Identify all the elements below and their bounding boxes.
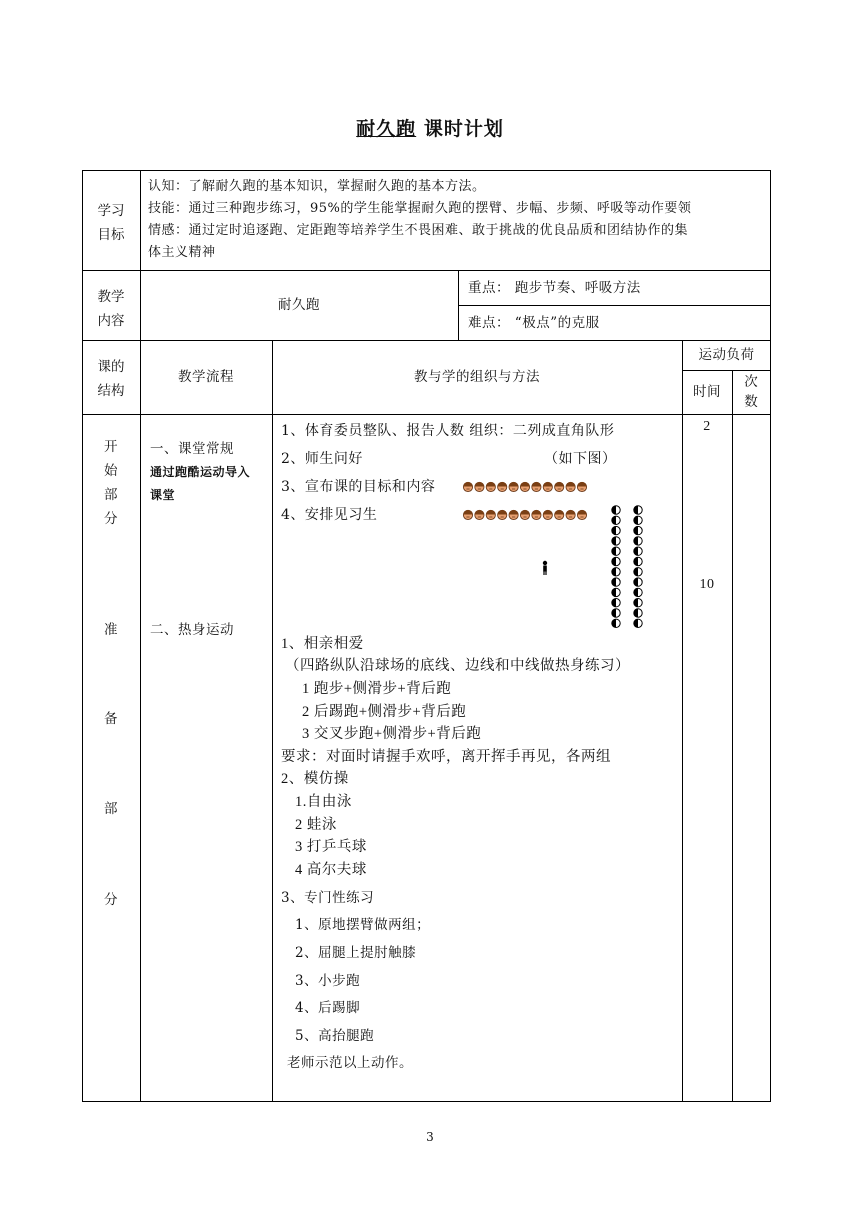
student-column-1 <box>612 506 620 628</box>
student-icon <box>486 482 495 492</box>
student-column-2 <box>634 506 642 628</box>
student-icon <box>532 482 541 492</box>
page-number: 3 <box>426 1130 434 1144</box>
objective-affect-cont: 体主义精神 <box>148 245 216 260</box>
load-header: 运动负荷 <box>698 347 755 363</box>
student-icon <box>498 482 507 492</box>
student-icon <box>634 516 642 524</box>
student-icon <box>475 482 484 492</box>
flow-header: 教学流程 <box>178 369 234 385</box>
student-icon <box>577 510 586 520</box>
student-icon <box>612 516 620 524</box>
title-rest: 课时计划 <box>423 118 504 140</box>
student-icon <box>475 510 484 520</box>
diagram-note: （如下图） <box>544 451 617 467</box>
flow-item-routine-sub-1: 通过跑酷运动导入 <box>150 465 251 479</box>
student-icon <box>577 482 586 492</box>
objective-skill: 技能：通过三种跑步练习，95%的学生能掌握耐久跑的摆臂、步幅、步频、呼吸等动作要领 <box>148 201 692 216</box>
count-header: 次 数 <box>744 374 758 410</box>
time-value-prep: 10 <box>699 577 715 592</box>
flow-item-routine: 一、课堂常规 <box>150 441 234 457</box>
student-icon <box>612 609 620 617</box>
structure-header: 课的 结构 <box>97 359 125 399</box>
student-icon <box>555 482 564 492</box>
objectives-label: 学习 目标 <box>97 203 125 243</box>
student-icon <box>634 578 642 586</box>
student-icon <box>486 510 495 520</box>
student-icon <box>509 510 518 520</box>
flow-item-warmup: 二、热身运动 <box>150 622 234 638</box>
student-row-2 <box>463 510 586 520</box>
student-icon <box>612 557 620 565</box>
student-icon <box>498 510 507 520</box>
content-label: 教学 内容 <box>97 289 125 329</box>
time-header: 时间 <box>693 384 721 400</box>
student-icon <box>634 568 642 576</box>
student-icon <box>566 482 575 492</box>
student-icon <box>463 482 472 492</box>
student-icon <box>543 482 552 492</box>
student-icon <box>520 482 529 492</box>
student-icon <box>634 547 642 555</box>
student-icon <box>555 510 564 520</box>
student-icon <box>612 578 620 586</box>
student-icon <box>634 537 642 545</box>
student-icon <box>612 547 620 555</box>
student-icon <box>566 510 575 520</box>
difficulty: 难点： “极点”的克服 <box>468 315 600 331</box>
student-icon <box>634 609 642 617</box>
student-icon <box>634 619 642 627</box>
objective-cognition: 认知：了解耐久跑的基本知识，掌握耐久跑的基本方法。 <box>148 179 486 194</box>
student-icon <box>634 588 642 596</box>
student-row-1 <box>463 482 586 492</box>
student-icon <box>509 482 518 492</box>
time-value-start: 2 <box>703 419 711 434</box>
flow-item-routine-sub-2: 课堂 <box>150 488 176 502</box>
student-icon <box>612 599 620 607</box>
student-icon <box>612 526 620 534</box>
methods-header: 教与学的组织与方法 <box>414 369 540 385</box>
student-icon <box>612 588 620 596</box>
teacher-icon <box>543 561 547 575</box>
objective-affect: 情感：通过定时追逐跑、定距跑等培养学生不畏困难、敢于挑战的优良品质和团结协作的集 <box>148 223 689 238</box>
formation-diagram <box>460 476 650 636</box>
title-topic: 耐久跑 <box>356 118 417 140</box>
student-icon <box>532 510 541 520</box>
student-icon <box>520 510 529 520</box>
student-icon <box>612 619 620 627</box>
student-icon <box>612 537 620 545</box>
key-point: 重点： 跑步节奏、呼吸方法 <box>468 280 641 296</box>
student-icon <box>634 506 642 514</box>
student-icon <box>612 506 620 514</box>
student-icon <box>543 510 552 520</box>
student-icon <box>463 510 472 520</box>
student-icon <box>634 599 642 607</box>
student-icon <box>612 568 620 576</box>
content-topic: 耐久跑 <box>278 297 320 313</box>
page-title <box>0 114 860 141</box>
student-icon <box>634 526 642 534</box>
student-icon <box>634 557 642 565</box>
